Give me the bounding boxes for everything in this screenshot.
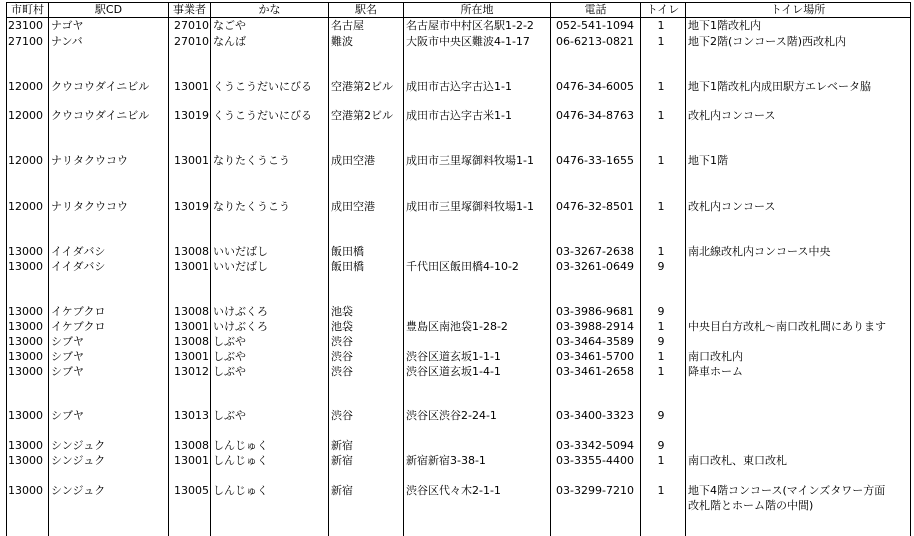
cell-business: 13001 [174, 454, 209, 467]
header-toilet: トイレ [646, 3, 680, 16]
cell-address: 成田市古込字古米1-1 [406, 109, 512, 122]
cell-business: 13005 [174, 484, 209, 497]
table-row [0, 319, 914, 334]
cell-toilet-location: 降車ホーム [688, 365, 743, 378]
cell-phone: 03-3464-3589 [556, 335, 634, 348]
cell-address: 渋谷区渋谷2-24-1 [406, 409, 497, 422]
cell-station-name: 成田空港 [331, 200, 375, 213]
cell-station-cd: シンジュク [51, 439, 106, 452]
cell-business: 13008 [174, 305, 209, 318]
cell-toilet: 1 [657, 484, 665, 497]
cell-city: 13000 [8, 365, 43, 378]
cell-address: 成田市三里塚御料牧場1-1 [406, 154, 534, 167]
cell-station-name: 飯田橋 [331, 245, 364, 258]
cell-station-name: 池袋 [331, 305, 353, 318]
cell-toilet-location [688, 259, 910, 274]
cell-phone: 03-3988-2914 [556, 320, 634, 333]
cell-station-name: 池袋 [331, 320, 353, 333]
cell-station-name: 空港第2ビル [331, 109, 393, 122]
table-row [0, 108, 914, 123]
cell-business: 13001 [174, 154, 209, 167]
cell-station-name: 空港第2ビル [331, 80, 393, 93]
cell-kana: いけぶくろ [213, 320, 268, 333]
cell-city: 13000 [8, 305, 43, 318]
cell-city: 13000 [8, 484, 43, 497]
cell-toilet: 9 [657, 439, 665, 452]
cell-toilet: 1 [657, 19, 665, 32]
cell-phone: 0476-34-6005 [556, 80, 634, 93]
cell-station-cd: ナンバ [51, 35, 83, 48]
cell-station-name: 渋谷 [331, 409, 353, 422]
cell-kana: くうこうだいにびる [213, 109, 312, 122]
cell-kana: なんば [213, 35, 246, 48]
cell-business: 13008 [174, 439, 209, 452]
cell-station-name: 渋谷 [331, 350, 353, 363]
cell-station-name: 難波 [331, 35, 353, 48]
table-row [0, 304, 914, 319]
cell-toilet-location: 中央目白方改札～南口改札間にあります [688, 320, 886, 333]
header-toilet-location: トイレ場所 [770, 3, 826, 16]
cell-phone: 03-3400-3323 [556, 409, 634, 422]
cell-kana: なごや [213, 19, 246, 32]
table-row [0, 349, 914, 364]
cell-kana: いいだばし [213, 260, 268, 273]
cell-kana: しぶや [213, 365, 246, 378]
cell-toilet-location: 改札内コンコース [688, 109, 776, 122]
cell-address: 大阪市中央区難波4-1-17 [406, 35, 530, 48]
cell-toilet: 9 [657, 335, 665, 348]
cell-business: 13019 [174, 200, 209, 213]
table-row [0, 199, 914, 214]
cell-address: 名古屋市中村区名駅1-2-2 [406, 19, 534, 32]
cell-city: 13000 [8, 335, 43, 348]
cell-city: 23100 [8, 19, 43, 32]
cell-station-cd: シンジュク [51, 454, 106, 467]
cell-city: 13000 [8, 439, 43, 452]
cell-station-cd: シブヤ [51, 335, 84, 348]
cell-address: 豊島区南池袋1-28-2 [406, 320, 508, 333]
header-address: 所在地 [460, 3, 494, 16]
cell-city: 13000 [8, 454, 43, 467]
cell-business: 13008 [174, 245, 209, 258]
cell-kana: しんじゅく [213, 484, 268, 497]
cell-business: 13001 [174, 260, 209, 273]
cell-kana: なりたくうこう [213, 200, 290, 213]
cell-toilet: 9 [657, 409, 665, 422]
cell-business: 27010 [174, 35, 209, 48]
cell-phone: 0476-32-8501 [556, 200, 634, 213]
header-business: 事業者 [173, 3, 206, 16]
cell-city: 12000 [8, 200, 43, 213]
cell-toilet-location [688, 408, 910, 423]
cell-business: 27010 [174, 19, 209, 32]
table-row [0, 483, 914, 498]
cell-kana: いいだばし [213, 245, 268, 258]
cell-business: 13001 [174, 320, 209, 333]
cell-toilet: 1 [657, 109, 665, 122]
cell-station-cd: イイダバシ [51, 260, 106, 273]
cell-toilet-location: 地下1階改札内 [688, 19, 761, 32]
cell-city: 27100 [8, 35, 43, 48]
table-row [0, 259, 914, 274]
cell-phone: 03-3461-5700 [556, 350, 634, 363]
cell-city: 12000 [8, 109, 43, 122]
header-phone: 電話 [584, 3, 607, 16]
cell-toilet-location-line2: 改札階とホーム階の中間) [688, 499, 814, 512]
table-row [0, 408, 914, 423]
cell-station-cd: イイダバシ [51, 245, 106, 258]
cell-phone: 03-3267-2638 [556, 245, 634, 258]
cell-kana: しぶや [213, 350, 246, 363]
cell-city: 12000 [8, 80, 43, 93]
cell-phone: 06-6213-0821 [556, 35, 634, 48]
cell-phone: 03-3461-2658 [556, 365, 634, 378]
table-row [0, 438, 914, 453]
cell-kana: しんじゅく [213, 454, 268, 467]
cell-station-cd: クウコウダイニビル [51, 109, 150, 122]
cell-kana: しぶや [213, 335, 246, 348]
cell-phone: 03-3261-0649 [556, 260, 634, 273]
cell-kana: しぶや [213, 409, 246, 422]
table-row [0, 18, 914, 33]
table-row-continuation [0, 498, 914, 513]
cell-station-cd: イケブクロ [51, 320, 106, 333]
cell-station-cd: クウコウダイニビル [51, 80, 150, 93]
cell-phone: 0476-33-1655 [556, 154, 634, 167]
cell-address [406, 244, 550, 259]
table-row [0, 364, 914, 379]
cell-toilet: 1 [657, 320, 665, 333]
cell-station-cd: ナゴヤ [51, 19, 84, 32]
cell-address: 成田市三里塚御料牧場1-1 [406, 200, 534, 213]
cell-toilet: 1 [657, 454, 665, 467]
header-kana: かな [258, 3, 281, 16]
cell-toilet-location: 地下4階コンコース(マインズタワー方面 [688, 484, 886, 497]
cell-business: 13001 [174, 80, 209, 93]
cell-phone: 03-3342-5094 [556, 439, 634, 452]
cell-city: 13000 [8, 409, 43, 422]
table-row [0, 153, 914, 168]
cell-station-name: 渋谷 [331, 365, 353, 378]
cell-toilet-location: 南口改札、東口改札 [688, 454, 787, 467]
cell-business: 13012 [174, 365, 209, 378]
table-row [0, 79, 914, 94]
cell-station-name: 名古屋 [331, 19, 364, 32]
table-row [0, 453, 914, 468]
cell-business: 13013 [174, 409, 209, 422]
cell-station-cd: シブヤ [51, 350, 84, 363]
cell-station-name: 新宿 [331, 439, 353, 452]
cell-toilet: 9 [657, 305, 665, 318]
cell-toilet: 1 [657, 245, 665, 258]
cell-toilet-location: 改札内コンコース [688, 200, 776, 213]
cell-toilet-location [688, 304, 910, 319]
table-row [0, 34, 914, 49]
cell-toilet-location: 地下2階(コンコース階)西改札内 [688, 35, 847, 48]
cell-address [406, 438, 550, 453]
cell-toilet-location: 地下1階 [688, 154, 728, 167]
cell-city: 12000 [8, 154, 43, 167]
cell-city: 13000 [8, 260, 43, 273]
cell-station-name: 成田空港 [331, 154, 375, 167]
cell-business: 13001 [174, 350, 209, 363]
cell-toilet: 1 [657, 365, 665, 378]
cell-toilet: 1 [657, 154, 665, 167]
cell-kana: しんじゅく [213, 439, 268, 452]
cell-phone: 03-3986-9681 [556, 305, 634, 318]
cell-city: 13000 [8, 320, 43, 333]
cell-toilet-location: 南口改札内 [688, 350, 743, 363]
cell-toilet: 1 [657, 35, 665, 48]
cell-toilet-location [688, 334, 910, 349]
cell-phone: 03-3355-4400 [556, 454, 634, 467]
cell-toilet-location: 南北線改札内コンコース中央 [688, 245, 831, 258]
cell-address: 新宿新宿3-38-1 [406, 454, 486, 467]
cell-toilet: 1 [657, 80, 665, 93]
cell-station-cd: シブヤ [51, 409, 84, 422]
cell-city: 13000 [8, 245, 43, 258]
cell-kana: いけぶくろ [213, 305, 268, 318]
cell-address [406, 304, 550, 319]
cell-address [406, 334, 550, 349]
cell-phone: 052-541-1094 [556, 19, 634, 32]
cell-toilet-location [688, 438, 910, 453]
header-city: 市町村 [11, 3, 44, 16]
cell-station-name: 飯田橋 [331, 260, 364, 273]
cell-toilet: 1 [657, 200, 665, 213]
cell-address: 渋谷区代々木2-1-1 [406, 484, 501, 497]
table-row [0, 244, 914, 259]
cell-station-name: 渋谷 [331, 335, 353, 348]
header-station-name: 駅名 [355, 3, 377, 16]
cell-business: 13019 [174, 109, 209, 122]
table-row [0, 334, 914, 349]
cell-station-cd: シブヤ [51, 365, 84, 378]
cell-address: 千代田区飯田橋4-10-2 [406, 260, 519, 273]
cell-address: 渋谷区道玄坂1-1-1 [406, 350, 501, 363]
cell-toilet: 1 [657, 350, 665, 363]
header-station-cd: 駅CD [94, 3, 123, 16]
cell-station-cd: ナリタクウコウ [51, 200, 128, 213]
cell-toilet: 9 [657, 260, 665, 273]
cell-address: 成田市古込字古込1-1 [406, 80, 512, 93]
cell-address: 渋谷区道玄坂1-4-1 [406, 365, 501, 378]
cell-toilet-location: 地下1階改札内成田駅方エレベータ脇 [688, 80, 871, 93]
cell-kana: くうこうだいにびる [213, 80, 312, 93]
cell-business: 13008 [174, 335, 209, 348]
cell-phone: 03-3299-7210 [556, 484, 634, 497]
cell-station-cd: シンジュク [51, 484, 106, 497]
cell-station-name: 新宿 [331, 484, 353, 497]
cell-phone: 0476-34-8763 [556, 109, 634, 122]
cell-station-cd: ナリタクウコウ [51, 154, 128, 167]
cell-station-cd: イケブクロ [51, 305, 106, 318]
cell-station-name: 新宿 [331, 454, 353, 467]
cell-kana: なりたくうこう [213, 154, 290, 167]
cell-city: 13000 [8, 350, 43, 363]
